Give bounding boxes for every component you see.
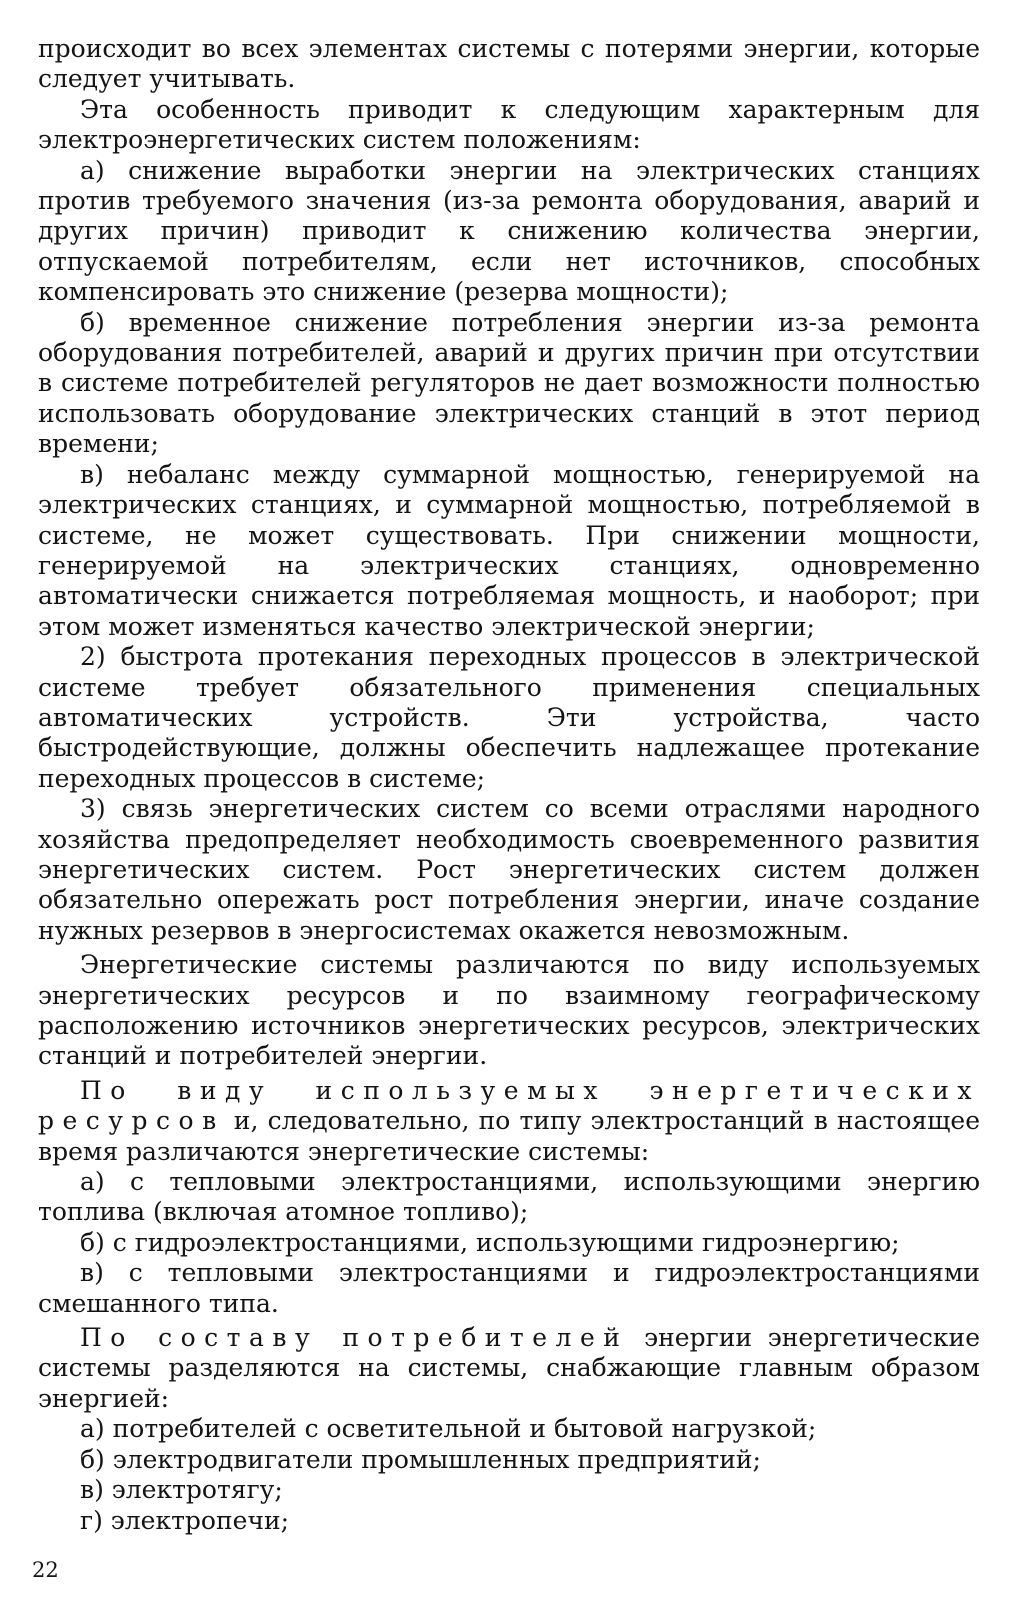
paragraph-by-consumers: [38, 1323, 980, 1414]
list-item-3-development: 3) связь энергетических систем со всеми отраслями народного хозяйства предопределяет необходимость своевременного развития энергетических систем. Рост энергетических систем должен обязательно опережать рост потребления энергии, иначе создание нужных резервов в энергосистемах окажется невозможным.: [38, 794, 980, 945]
list-item-a-thermal: а) с тепловыми электростанциями, использующими энергию топлива (включая атомное топливо);: [38, 1167, 980, 1227]
spaced-heading-resources: По виду используемых энергетических ресурсов: [38, 1075, 980, 1136]
list-item-c-mixed: в) с тепловыми электростанциями и гидроэлектростанциями смешанного типа.: [38, 1258, 980, 1318]
page-body: [38, 34, 980, 1536]
page-number: 22: [32, 1558, 59, 1582]
paragraph-by-resources: [38, 1076, 980, 1167]
paragraph-classification: Энергетические системы различаются по виду используемых энергетических ресурсов и по взаимному географическому расположению источников энергетических ресурсов, электрических станций и потребителей энергии.: [38, 950, 980, 1071]
list-item-c-balance: в) небаланс между суммарной мощностью, генерируемой на электрических станциях, и суммарной мощностью, потребляемой в системе, не может существовать. При снижении мощности, генерируемой на электрических станциях, одновременно автоматически снижается потребляемая мощность, и наоборот; при этом может изменяться качество электрической энергии;: [38, 459, 980, 641]
paragraph-1: Эта особенность приводит к следующим характерным для электроэнергетических систем положениям:: [38, 94, 980, 155]
list-item-d-furnaces: г) электропечи;: [80, 1505, 290, 1535]
list-item-c-traction: в) электротягу;: [80, 1475, 283, 1505]
paragraph-0: происходит во всех элементах системы с потерями энергии, которые следует учитывать.: [38, 34, 980, 94]
list-item-2-transients: 2) быстрота протекания переходных процессов в электрической системе требует обязательного применения специальных автоматических устройств. Эти устройства, часто быстродействующие, должны обеспечить надлежащее протекание переходных процессов в системе;: [38, 642, 980, 793]
list-item-a-generation: а) снижение выработки энергии на электрических станциях против требуемого значения (из-за ремонта оборудования, аварий и других причин) приводит к снижению количества энергии, отпускаемой потребителям, если нет источников, способных компенсировать это снижение (резерва мощности);: [38, 155, 980, 307]
paragraph-by-consumers-text: энергии энергетические системы разделяются на системы, снабжающие главным образом энергией:: [38, 1323, 980, 1413]
list-item-b-consumption: б) временное снижение потребления энергии из-за ремонта оборудования потребителей, аварий и других причин при отсутствии в системе потребителей регуляторов не дает возможности полностью использовать оборудование электрических станций в этот период времени;: [38, 307, 980, 459]
list-item-b-motors: б) электродвигатели промышленных предприятий;: [80, 1444, 761, 1474]
spaced-heading-consumers: По составу потребителей: [80, 1323, 629, 1353]
list-item-b-hydro: б) с гидроэлектростанциями, использующими гидроэнергию;: [80, 1227, 900, 1257]
paragraph-by-resources-text: и, следовательно, по типу электростанций в настоящее время различаются энергетические системы:: [38, 1106, 980, 1166]
list-item-a-lighting: а) потребителей с осветительной и бытовой нагрузкой;: [80, 1414, 817, 1444]
